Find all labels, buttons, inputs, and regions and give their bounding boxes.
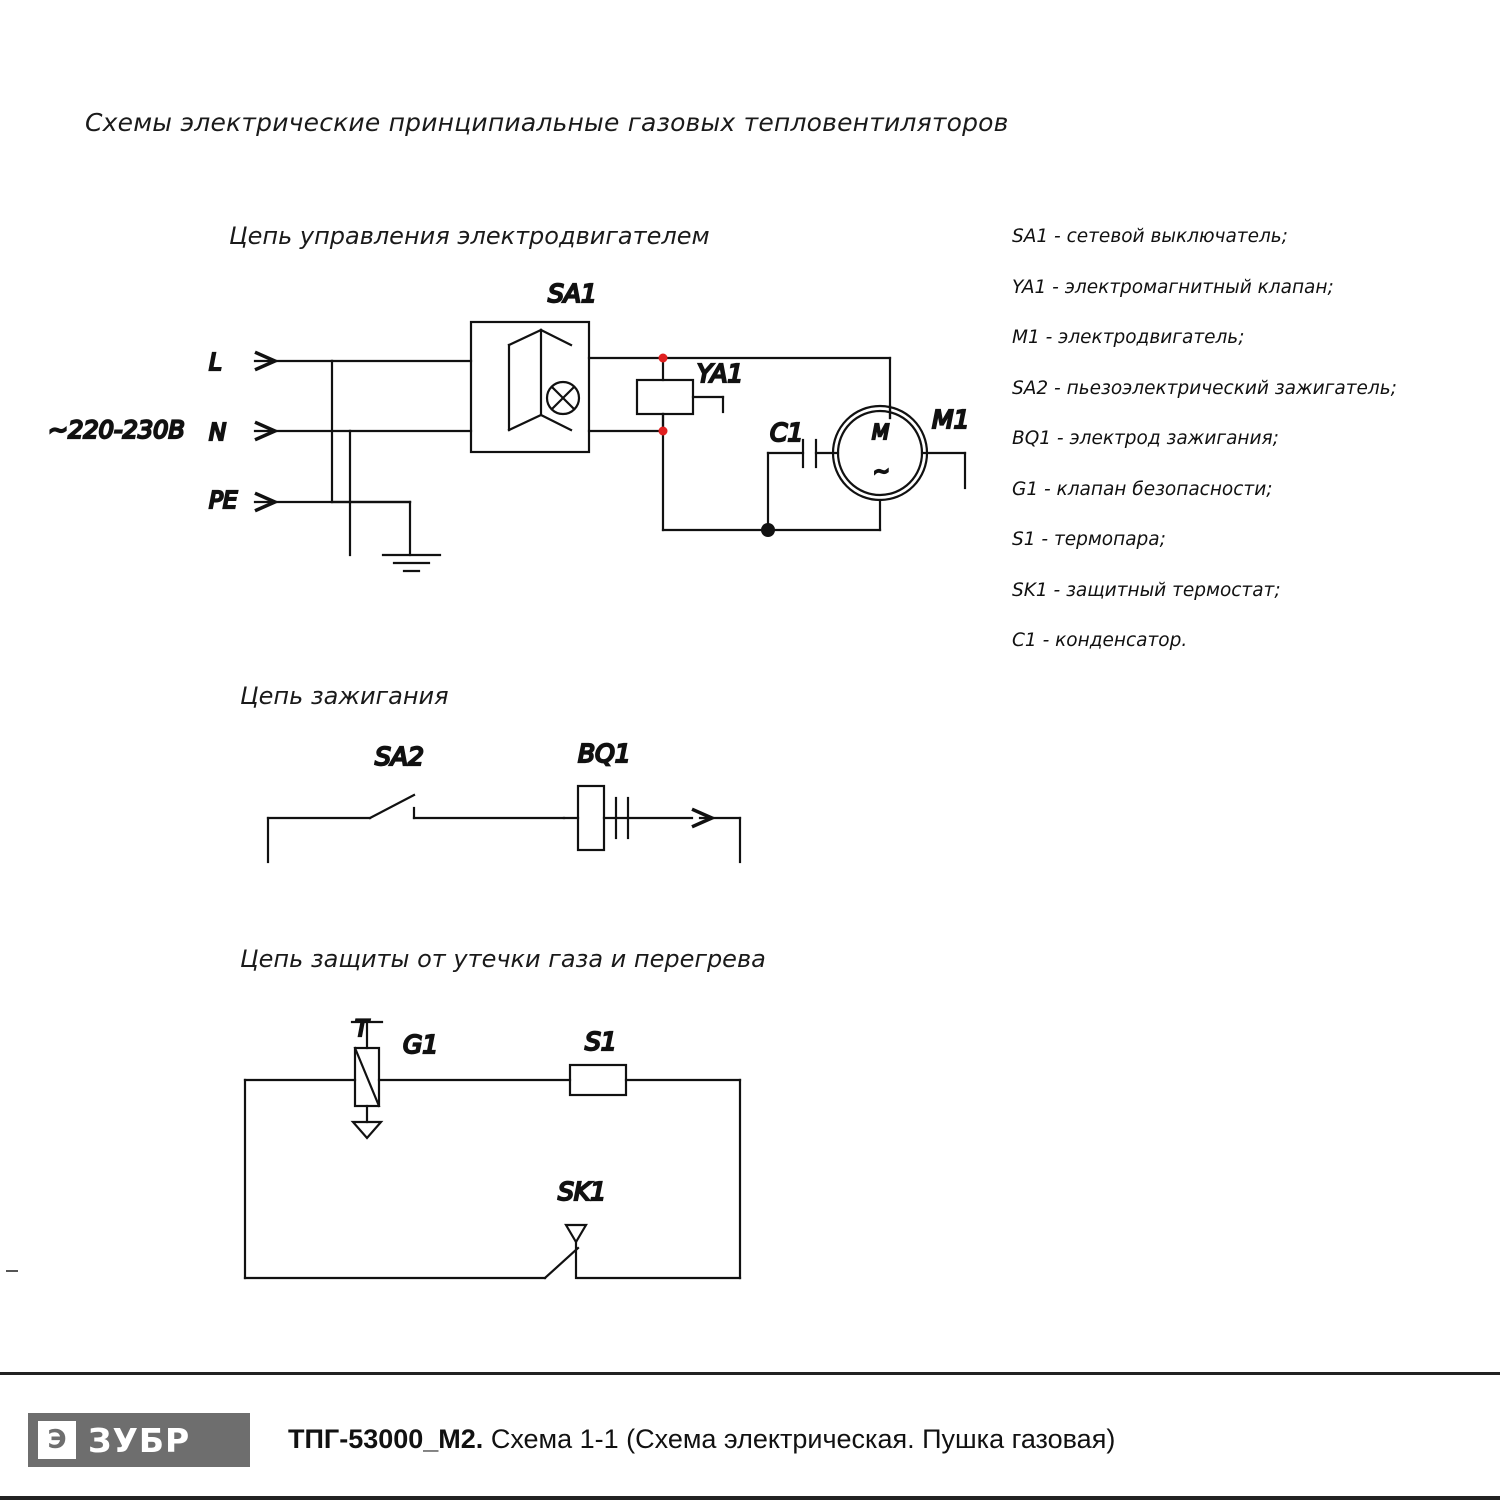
supply-voltage-label: ~220-230В bbox=[48, 416, 185, 444]
page-title: Схемы электрические принципиальные газовых тепловентиляторов bbox=[85, 108, 1009, 137]
legend-item-g1: G1 - клапан безопасности; bbox=[1012, 478, 1273, 500]
sa1-switch-box bbox=[471, 322, 589, 452]
legend-list bbox=[1012, 226, 1482, 681]
svg-text:N: N bbox=[209, 420, 227, 446]
legend-item-ya1: YA1 - электромагнитный клапан; bbox=[1012, 276, 1334, 298]
legend-item-c1: C1 - конденсатор. bbox=[1012, 630, 1188, 651]
sa2-label: SA2 bbox=[375, 742, 424, 771]
sa1-label: SA1 bbox=[548, 279, 597, 308]
g1-valve-body bbox=[355, 1048, 379, 1106]
ya1-coil-box bbox=[637, 380, 693, 414]
legend-item-bq1: BQ1 - электрод зажигания; bbox=[1012, 428, 1279, 449]
svg-text:M: M bbox=[872, 420, 890, 444]
ya1-label: YA1 bbox=[697, 359, 744, 388]
brand-arrow-icon: Э bbox=[38, 1421, 76, 1459]
svg-text:T: T bbox=[355, 1017, 369, 1042]
c1-label: C1 bbox=[770, 418, 804, 447]
crop-tick-mark bbox=[6, 1270, 18, 1272]
bq1-label: BQ1 bbox=[578, 739, 631, 768]
svg-text:L: L bbox=[209, 350, 222, 376]
sk1-label: SK1 bbox=[558, 1177, 607, 1206]
legend-item-sa2: SA2 - пьезоэлектрический зажигатель; bbox=[1012, 377, 1397, 399]
brand-logo bbox=[28, 1413, 250, 1467]
section-title-ignition: Цепь зажигания bbox=[240, 682, 449, 710]
footer-divider-top bbox=[0, 1372, 1500, 1375]
s1-label: S1 bbox=[585, 1027, 617, 1056]
footer-caption bbox=[288, 1424, 1115, 1455]
legend-item-s1: S1 - термопара; bbox=[1012, 529, 1166, 550]
footer-divider-bottom bbox=[0, 1496, 1500, 1500]
legend-item-sa1: SA1 - сетевой выключатель; bbox=[1012, 226, 1288, 247]
footer-model: ТПГ-53000_М2. bbox=[288, 1424, 484, 1454]
legend-item-m1: M1 - электродвигатель; bbox=[1012, 327, 1245, 348]
legend-item-sk1: SK1 - защитный термостат; bbox=[1012, 579, 1281, 601]
footer-caption-text: Схема 1-1 (Схема электрическая. Пушка газовая) bbox=[490, 1424, 1116, 1454]
g1-label: G1 bbox=[403, 1030, 439, 1059]
section-title-motor-control: Цепь управления электродвигателем bbox=[229, 222, 710, 250]
svg-text:PE: PE bbox=[209, 488, 238, 514]
section-title-protection: Цепь защиты от утечки газа и перегрева bbox=[240, 945, 766, 973]
brand-name: ЗУБР bbox=[88, 1420, 191, 1460]
svg-text:~: ~ bbox=[873, 459, 890, 483]
m1-motor-symbol bbox=[833, 406, 927, 500]
s1-body bbox=[570, 1065, 626, 1095]
m1-label: M1 bbox=[932, 405, 970, 434]
